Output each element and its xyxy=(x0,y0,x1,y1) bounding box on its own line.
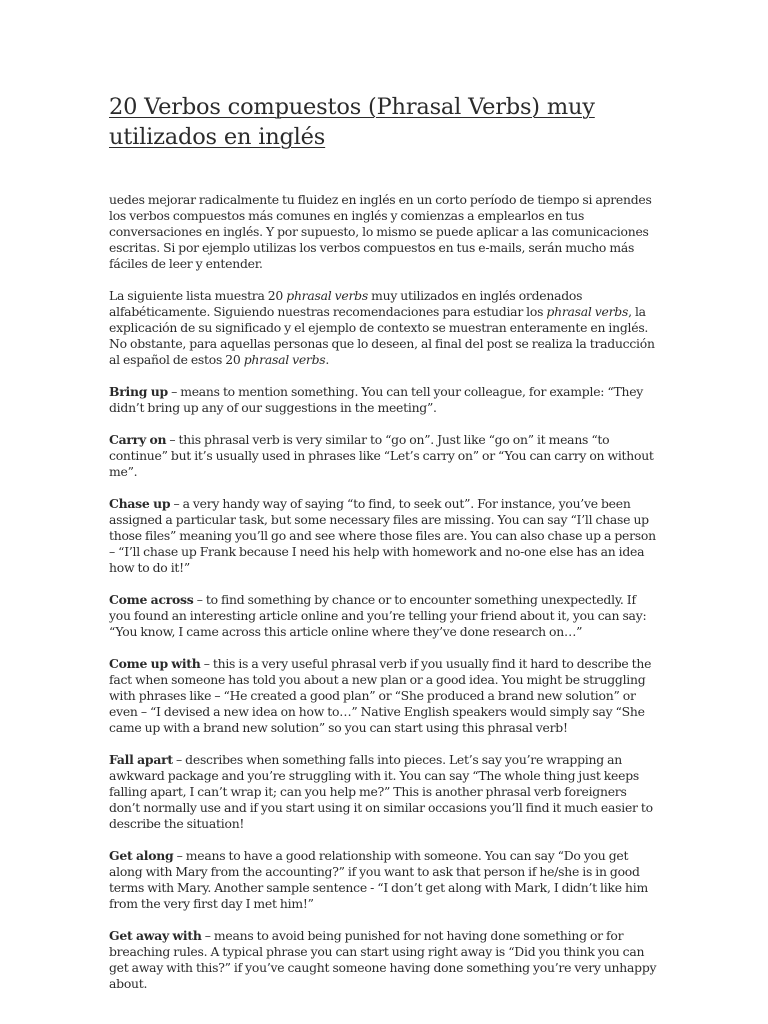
entry-definition: – means to avoid being punished for not having done something or for breaching rules. A typical phrase you can start using right away is “Did you think you can get away with this?” if you’ve caught someone having done something you’re very unhappy about. xyxy=(109,928,657,991)
intro-text-2: muy utilizados en inglés ordenados alfabéticamente. Siguiendo nuestras recomendaciones para estudiar los xyxy=(109,288,583,319)
entry-come-up-with xyxy=(109,656,660,736)
intro-paragraph-1: uedes mejorar radicalmente tu fluidez en inglés en un corto período de tiempo si aprendes los verbos compuestos más comunes en inglés y comienzas a emplearlos en tus conversaciones en inglés. Y por supuesto, lo mismo se puede aplicar a las comunicaciones escritas. Si por ejemplo utilizas los verbos compuestos en tus e-mails, serán mucho más fáciles de leer y entender. xyxy=(109,192,652,271)
entry-term: Carry on xyxy=(109,432,167,447)
intro-text-1: La siguiente lista muestra 20 xyxy=(109,288,287,303)
entry-definition: – describes when something falls into pieces. Let’s say you’re wrapping an awkward package and you’re struggling with it. You can say “The whole thing just keeps falling apart, I can’t wrap it; can you help me?” This is another phrasal verb foreigners don’t normally use and if you start using it on similar occasions you’ll find it much easier to describe the situation! xyxy=(109,752,653,831)
intro-emphasis-1: phrasal verbs xyxy=(286,288,368,303)
entry-term: Bring up xyxy=(109,384,168,399)
entry-term: Come up with xyxy=(109,656,201,671)
intro-emphasis-3: phrasal verbs xyxy=(243,352,326,367)
entry-definition: – means to mention something. You can tell your colleague, for example: “They didn’t bring up any of our suggestions in the meeting”. xyxy=(109,384,644,415)
entry-bring-up xyxy=(109,384,660,416)
entry-definition: – a very handy way of saying “to find, to seek out”. For instance, you’ve been assigned a particular task, but some necessary files are missing. You can say “I’ll chase up those files” meaning you’ll go and see where those files are. You can also chase up a person – “I’ll chase up Frank because I need his help with homework and no-one else has an idea how to do it!” xyxy=(109,496,656,575)
intro-text-4: . xyxy=(325,352,330,367)
entry-term: Get along xyxy=(109,848,174,863)
entry-term: Fall apart xyxy=(109,752,173,767)
entry-definition: – to find something by chance or to encounter something unexpectedly. If you found an interesting article online and you’re telling your friend about it, you can say: “You know, I came across this article online where they’ve done research on…” xyxy=(109,592,647,639)
entry-carry-on xyxy=(109,432,660,480)
entry-fall-apart xyxy=(109,752,660,832)
entry-term: Get away with xyxy=(109,928,202,943)
entry-get-away-with xyxy=(109,928,660,992)
entry-definition: – this phrasal verb is very similar to “go on”. Just like “go on” it means “to continue” but it’s usually used in phrases like “Let’s carry on” or “You can carry on without me”. xyxy=(109,432,654,479)
entry-definition: – this is a very useful phrasal verb if you usually find it hard to describe the fact when someone has told you about a new plan or a good idea. You might be struggling with phrases like – “He created a good plan” or “She produced a brand new solution” or even – “I devised a new idea on how to…” Native English speakers would simply say “She came up with a brand new solution” so you can start using this phrasal verb! xyxy=(109,656,652,735)
entry-term: Come across xyxy=(109,592,194,607)
entry-come-across xyxy=(109,592,660,640)
entry-get-along xyxy=(109,848,660,912)
page-title: 20 Verbos compuestos (Phrasal Verbs) muy utilizados en inglés xyxy=(109,94,595,150)
intro-paragraph-2 xyxy=(109,288,660,368)
intro-text-3: , la explicación de su significado y el ejemplo de contexto se muestran enteramente en inglés. No obstante, para aquellas personas que lo deseen, al final del post se realiza la traducción al español de estos 20 xyxy=(109,304,655,367)
entry-definition: – means to have a good relationship with someone. You can say “Do you get along with Mary from the accounting?” if you want to ask that person if he/she is in good terms with Mary. Another sample sentence - “I don’t get along with Mark, I didn’t like him from the very first day I met him!” xyxy=(109,848,648,911)
entry-term: Chase up xyxy=(109,496,171,511)
entry-chase-up xyxy=(109,496,660,576)
intro-emphasis-2: phrasal verbs xyxy=(546,304,629,319)
